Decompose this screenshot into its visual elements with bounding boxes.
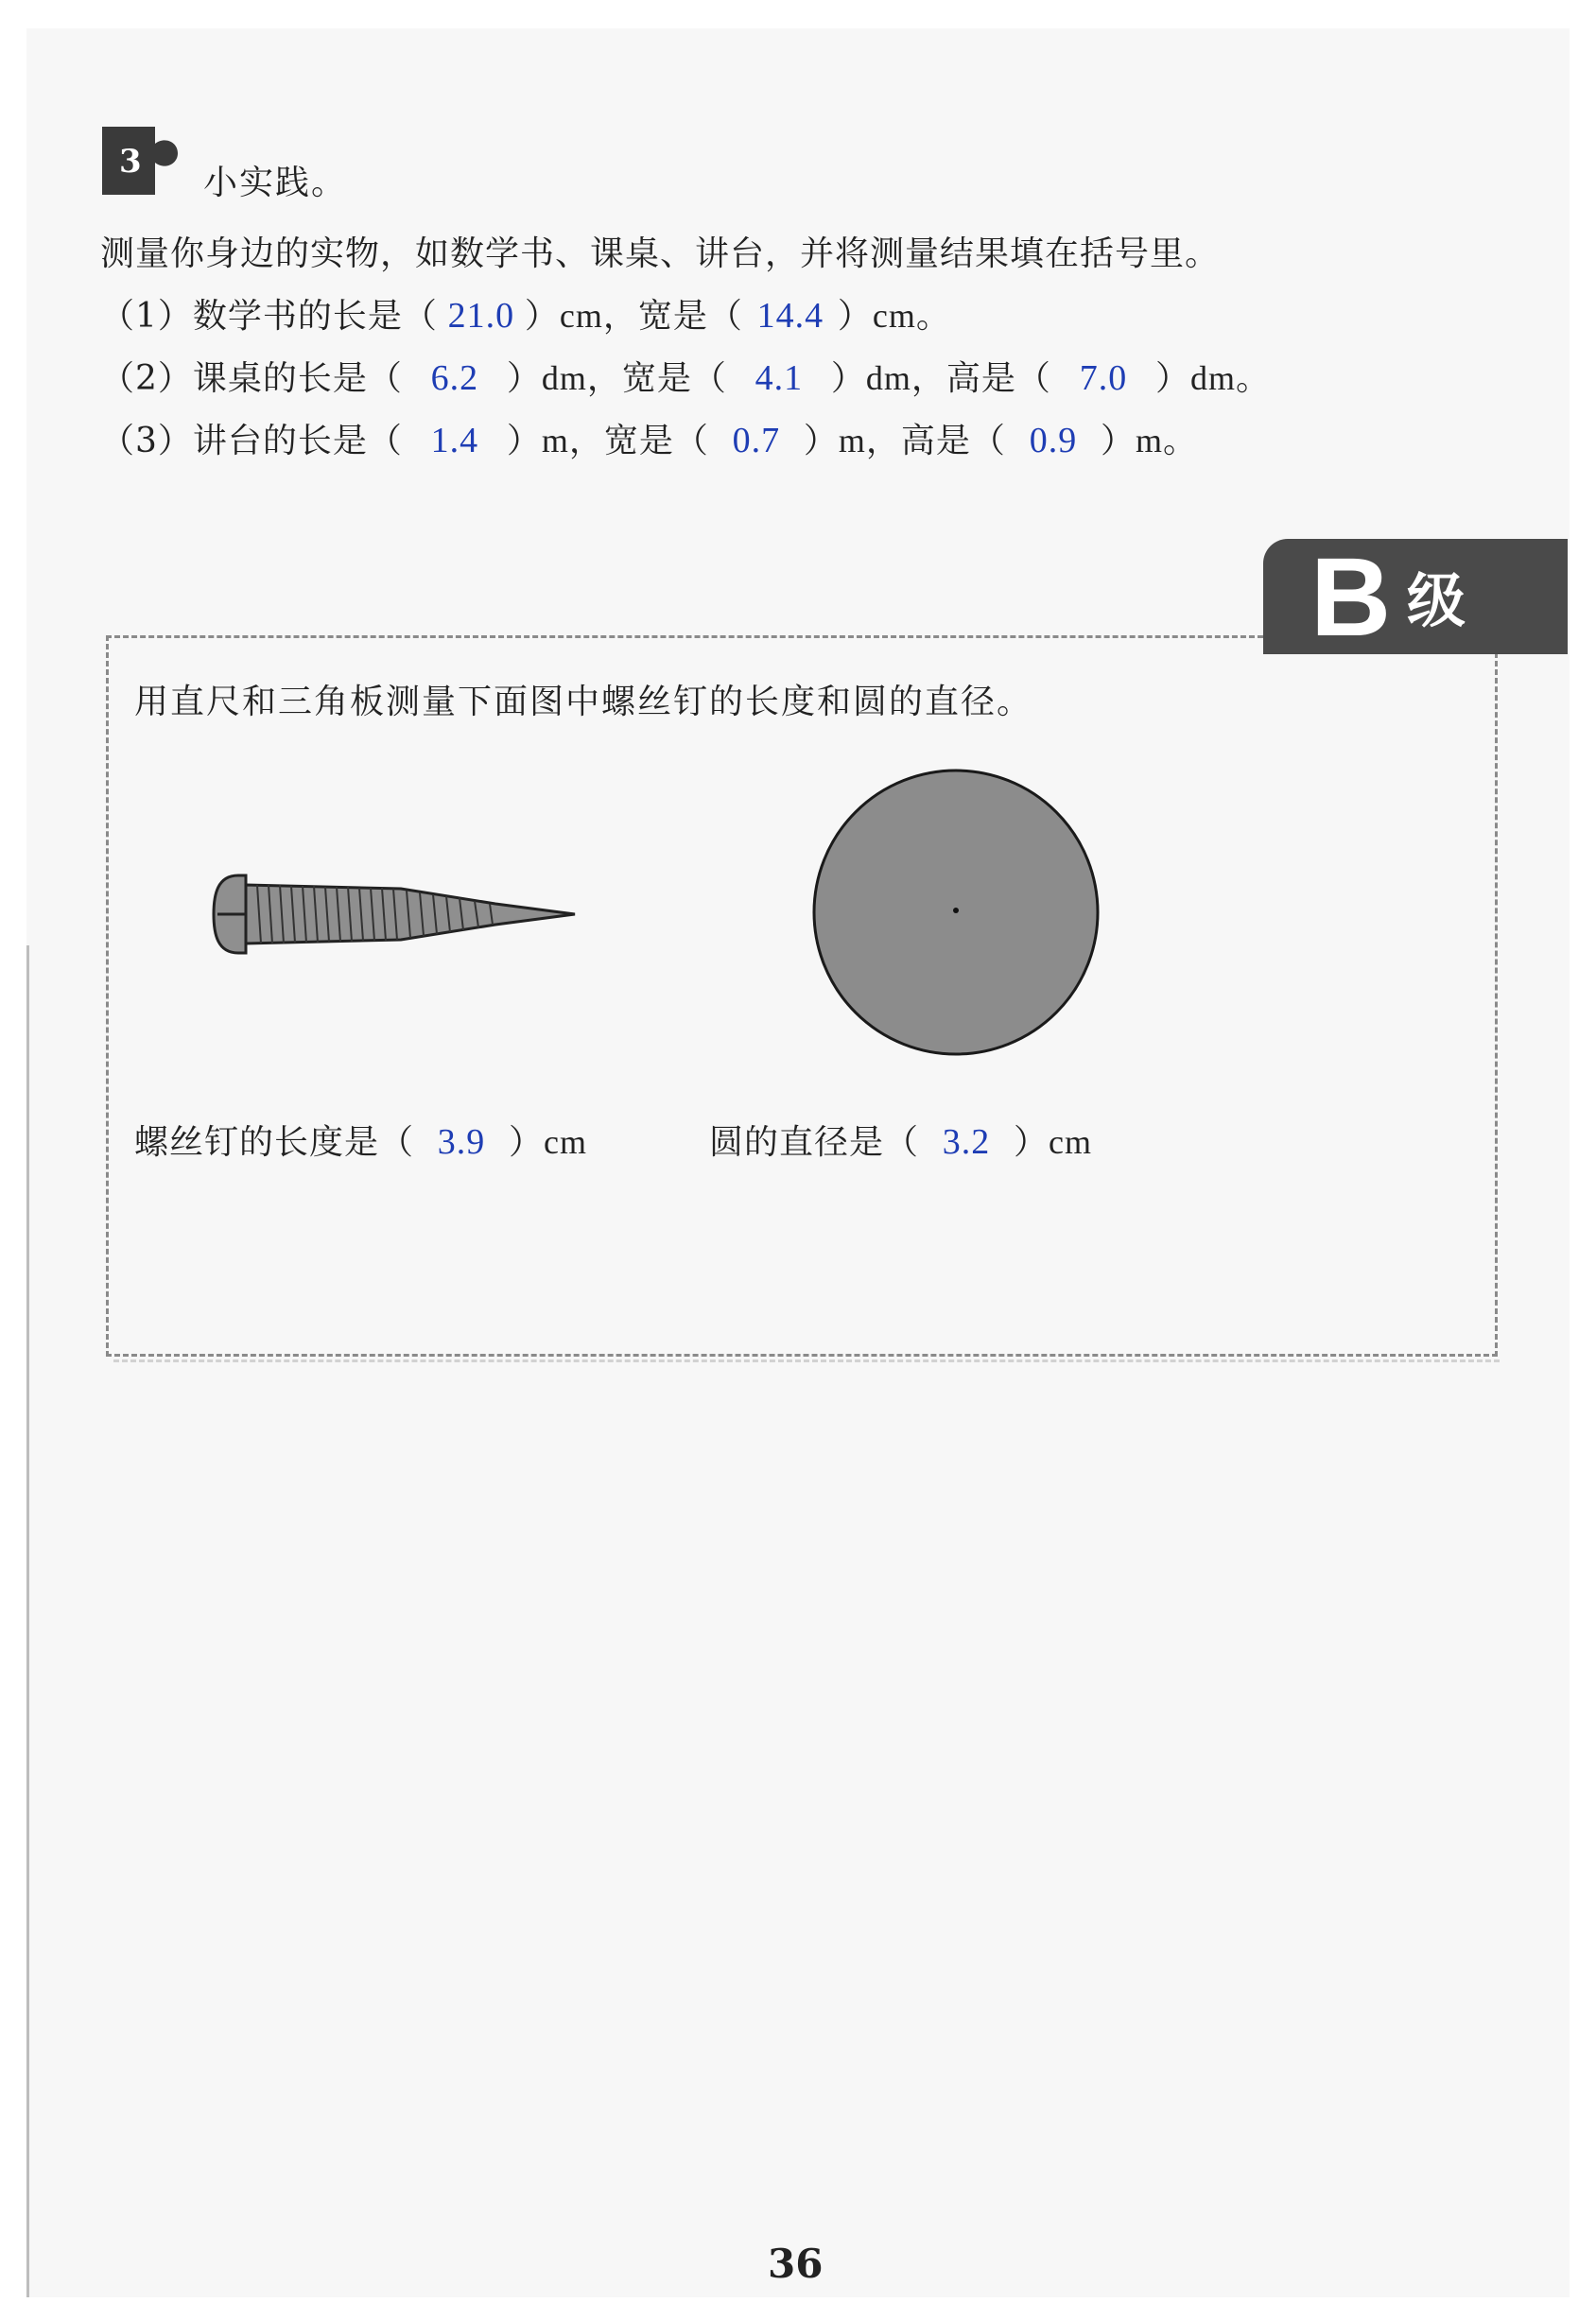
page-number: 36 [768, 2241, 824, 2287]
item-3-answer-height: 0.9 [1029, 421, 1078, 460]
item-3-answer-length: 1.4 [430, 421, 479, 460]
circle-answer-unit: ）cm [1014, 1123, 1092, 1161]
item-2-mid2: ）dm，高是（ [830, 359, 1051, 397]
circle-figure [809, 766, 1102, 1059]
item-1-answer-width: 14.4 [756, 296, 824, 336]
binding-line [26, 945, 29, 2297]
item-2-prefix: （2）课桌的长是（ [100, 359, 403, 398]
item-3-end: ）m。 [1100, 422, 1198, 459]
item-1-mid: ）cm，宽是（ [524, 297, 743, 335]
item-1-prefix: （1）数学书的长是（ [100, 297, 438, 336]
item-3 [100, 414, 1198, 462]
screw-answer-label: 螺丝钉的长度是（ [134, 1123, 415, 1162]
level-letter: B [1310, 535, 1392, 660]
screw-figure [212, 862, 581, 966]
screw-answer-value: 3.9 [437, 1122, 486, 1162]
screw-answer-unit: ）cm [509, 1123, 587, 1161]
item-2-end: ）dm。 [1154, 359, 1271, 397]
item-1-answer-length: 21.0 [447, 296, 515, 336]
circle-answer-line [709, 1116, 1092, 1164]
item-2-mid1: ）dm，宽是（ [506, 359, 727, 397]
item-1 [100, 289, 951, 338]
circle-answer-value: 3.2 [942, 1122, 991, 1162]
circle-answer-label: 圆的直径是（ [709, 1123, 920, 1162]
item-2-answer-length: 6.2 [430, 358, 479, 398]
section-b-instruction: 用直尺和三角板测量下面图中螺丝钉的长度和圆的直径。 [134, 683, 1033, 721]
item-3-prefix: （3）讲台的长是（ [100, 422, 403, 460]
question-number: 3 [119, 143, 142, 181]
dashed-box-shadow [113, 1359, 1500, 1362]
item-3-mid2: ）m，高是（ [803, 422, 1006, 459]
dashed-box [106, 635, 1498, 1357]
item-2-answer-width: 4.1 [755, 358, 804, 398]
item-3-mid1: ）m，宽是（ [506, 422, 709, 459]
screw-answer-line [134, 1116, 587, 1164]
item-2-answer-height: 7.0 [1079, 358, 1128, 398]
item-3-answer-width: 0.7 [732, 421, 781, 460]
question-title: 小实践。 [203, 164, 348, 202]
item-1-end: ）cm。 [837, 297, 951, 335]
puzzle-piece-icon [98, 123, 183, 199]
question-instruction: 测量你身边的实物，如数学书、课桌、讲台，并将测量结果填在括号里。 [100, 234, 1221, 273]
item-2 [100, 352, 1271, 400]
level-label: 级 [1407, 566, 1466, 635]
